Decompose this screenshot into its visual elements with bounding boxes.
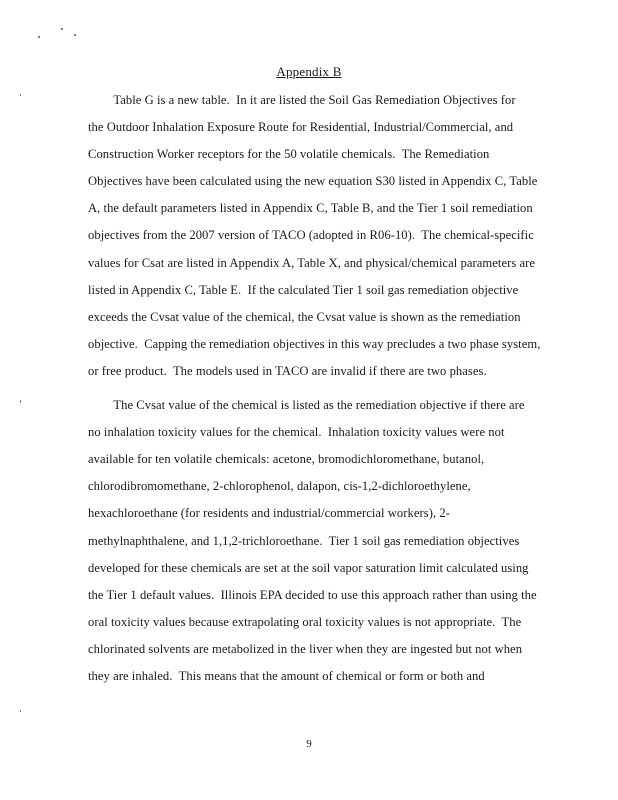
scan-speck <box>20 400 21 403</box>
body-line: hexachloroethane (for residents and industrial/commercial workers), 2- <box>88 506 450 520</box>
scan-speck <box>74 34 76 36</box>
scan-speck <box>20 94 21 96</box>
body-line: The Cvsat value of the chemical is listed as the remediation objective if there are <box>88 398 525 412</box>
body-line: the Outdoor Inhalation Exposure Route for Residential, Industrial/Commercial, and <box>88 120 514 134</box>
body-line: Table G is a new table. In it are listed the Soil Gas Remediation Objectives for <box>88 93 516 107</box>
scan-speck <box>20 710 21 712</box>
body-line: methylnaphthalene, and 1,1,2-trichloroethane. Tier 1 soil gas remediation objectives <box>88 534 520 548</box>
body-line: values for Csat are listed in Appendix A, Table X, and physical/chemical parameters are <box>88 256 536 270</box>
body-line: no inhalation toxicity values for the chemical. Inhalation toxicity values were not <box>88 425 505 439</box>
body-line: Construction Worker receptors for the 50 volatile chemicals. The Remediation <box>88 147 490 161</box>
body-line: exceeds the Cvsat value of the chemical, the Cvsat value is shown as the remediation <box>88 310 521 324</box>
body-line: objective. Capping the remediation objectives in this way precludes a two phase system, <box>88 337 541 351</box>
appendix-heading: Appendix B <box>276 64 342 79</box>
body-line: available for ten volatile chemicals: acetone, bromodichloromethane, butanol, <box>88 452 485 466</box>
body-line: they are inhaled. This means that the amount of chemical or form or both and <box>88 669 485 683</box>
body-line: or free product. The models used in TACO are invalid if there are two phases. <box>88 364 487 378</box>
body-line: objectives from the 2007 version of TACO (adopted in R06-10). The chemical-specific <box>88 228 534 242</box>
body-line: listed in Appendix C, Table E. If the calculated Tier 1 soil gas remediation objective <box>88 283 519 297</box>
scan-speck <box>61 28 63 30</box>
body-line: chlorodibromomethane, 2-chlorophenol, dalapon, cis-1,2-dichloroethylene, <box>88 479 471 493</box>
scan-speck <box>38 36 40 38</box>
body-line: Objectives have been calculated using the new equation S30 listed in Appendix C, Table <box>88 174 538 188</box>
body-line: oral toxicity values because extrapolating oral toxicity values is not appropriate. The <box>88 615 522 629</box>
page-number: 9 <box>306 738 312 750</box>
body-line: developed for these chemicals are set at the soil vapor saturation limit calculated using <box>88 561 529 575</box>
body-line: A, the default parameters listed in Appendix C, Table B, and the Tier 1 soil remediation <box>88 201 533 215</box>
body-line: chlorinated solvents are metabolized in the liver when they are ingested but not when <box>88 642 523 656</box>
body-line: the Tier 1 default values. Illinois EPA decided to use this approach rather than using the <box>88 588 537 602</box>
